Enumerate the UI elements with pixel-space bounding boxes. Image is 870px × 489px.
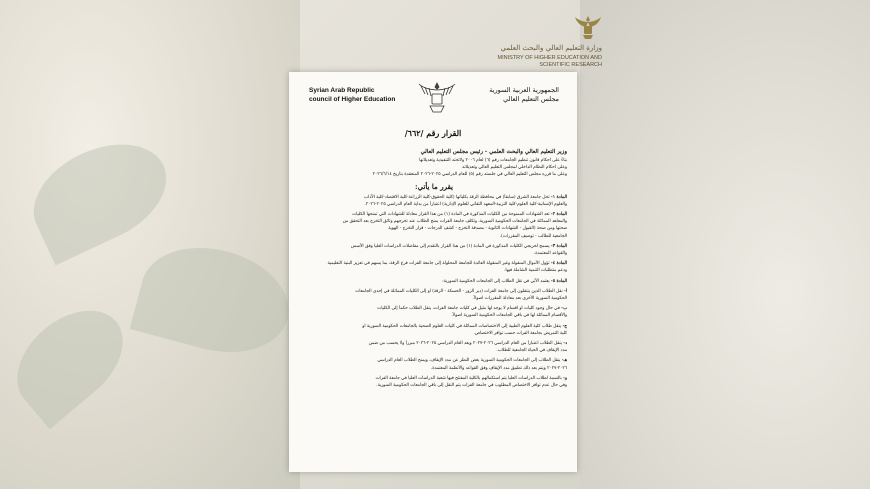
clause-text: ينقل الطلاب إلى الجامعات الحكومية السورية بغض النظر عن مدد الإيقاف، ويمنح الطلاب العام الدراسي [377, 358, 561, 364]
article-label: المادة ٤- [550, 261, 567, 267]
preamble-line: وعلى أحكام النظام الداخلي لمجلس التعليم العالي وتعديلاته [462, 165, 567, 171]
article-text: يسمح لخريجي الكليات المذكورة في المادة (١) من هذا القرار بالتقدم إلى مفاضلات الدراسات العليا وفق الأسس [350, 243, 550, 249]
article-2 [301, 211, 567, 240]
clause-label: ب- [561, 306, 567, 312]
clause-text: كلية التمريض بجامعة الفرات حسب توافر الاختصاص. [473, 330, 567, 336]
clause-text: في حال وجود كليات أو أقسام لا يوجد لها مثيل في كليات جامعة الفرات، ينقل الطلاب حكماً إلى الكليات [377, 306, 560, 312]
clause-e [301, 357, 567, 371]
article-text: والقواعد المعتمدة. [533, 251, 567, 257]
article-text: ودعم متطلبات التنمية الشاملة فيها. [504, 268, 567, 274]
clause-text: بالنسبة لطلاب الدراسات العليا يتم استكمالهم بالكلية المفتتح فيها شعبة الدراسات العليا في جامعة الفرات [375, 375, 562, 381]
article-text: والعلوم الإنسانية-كلية العلوم-كلية التربية-المعهد التقاني للعلوم الإدارية) اعتباراً من بداية العام الدراسي ٢٠٢٥-٢٠٢٦. [364, 201, 567, 207]
ministry-name-arabic: وزارة التعليم العالي والبحث العلمي [500, 44, 602, 52]
article-text: والمعاهد المماثلة في الجامعات الحكومية السورية، وتكلف جامعة الفرات بمنح الطلاب عند تخرجهم وثائق التخرج بعد التحقق من [342, 219, 567, 225]
article-1 [301, 194, 567, 208]
clause-text: مدد الإيقاف في الحياة الجامعية للطلاب. [496, 348, 567, 354]
clause-f [301, 375, 567, 389]
clause-text: الحكومية السورية الأخرى بعد معادلة المقررات أصولاً. [472, 296, 567, 302]
decides-heading: يقرر ما يأتي: [415, 181, 453, 191]
header-english: Syrian Arab Republic council of Higher Education [309, 87, 396, 103]
preamble-line: وعلى ما قرره مجلس التعليم العالي في جلسته رقم (٥) للعام الدراسي ٢٠٢٥-٢٠٢٦ المنعقدة بتاريخ ٢٠٢٦/٦/١٤ [372, 172, 567, 178]
article-label: المادة ٥- [550, 278, 567, 284]
clause-label: و- [563, 375, 567, 381]
clause-text: ٢٠٢٦-٢٠٢٧ ويتم بعد ذلك تطبيق مدد الإيقاف وفق القواعد والأنظمة المعتمدة. [430, 365, 567, 371]
eagle-emblem-icon [574, 14, 602, 40]
article-label: المادة ٢- [550, 212, 567, 218]
document-body [301, 148, 567, 389]
article-4 [301, 260, 567, 274]
article-label: المادة ١- [550, 194, 567, 200]
syrian-eagle-icon [417, 80, 457, 116]
ministry-name-english: MINISTRY OF HIGHER EDUCATION AND SCIENTIFIC RESEARCH [497, 55, 602, 68]
decision-document [289, 72, 577, 472]
clause-c [301, 323, 567, 337]
clause-label: أ- [564, 288, 567, 294]
article-text: يعتمد الآتي في نقل الطلاب إلى الجامعات الحكومية السورية: [442, 278, 550, 284]
clause-text: ينقل طلاب كلية العلوم الطبية إلى الاختصاصات المماثلة في كليات العلوم الصحية بالجامعات الحكومية السورية أو [362, 323, 562, 329]
background-right [580, 0, 870, 489]
clause-a [301, 288, 567, 302]
article-text: تؤول الأموال المنقولة وغير المنقولة العائدة للجامعة المحلولة إلى جامعة الفرات فرع الرقة، بما يسهم في تعزيز البنية التعليمية [327, 261, 550, 267]
article-3 [301, 243, 567, 257]
clause-b [301, 305, 567, 319]
article-label: المادة ٣- [550, 243, 567, 249]
issuer-line: وزير التعليم العالي والبحث العلمي - رئيس مجلس التعليم العالي [420, 149, 567, 155]
clause-text: نقل الطلاب الذين ينتقلون إلى جامعة الفرات (دير الزور - الحسكة - الرقة) أو إلى الكليات المماثلة في إحدى الجامعات [355, 288, 563, 294]
clause-label: د- [563, 341, 567, 347]
preamble-line: بناءً على أحكام قانون تنظيم الجامعات رقم (٦) لعام ٢٠٠٦ ولائحته التنفيذية وتعديلاتها [419, 158, 567, 163]
clause-text: وفي حال عدم توافر الاختصاص المطلوب في جامعة الفرات يتم النقل إلى باقي الجامعات الحكومية السورية. [376, 383, 567, 389]
clause-d [301, 340, 567, 354]
article-text: تحل جامعة الشرق (سابقاً) في محافظة الرقة بكلياتها (كلية الحقوق-كلية الزراعة-كلية الاقتصاد-كلية الآداب [364, 194, 550, 200]
clause-text: والأقسام المماثلة لها في باقي الجامعات الحكومية السورية أصولاً. [451, 313, 567, 319]
article-text: تعد الشهادات الممنوحة من الكليات المذكورة في المادة (١) من هذا القرار معادلة للشهادات التي تمنحها الكليات [352, 212, 550, 218]
article-text: صحتها ومن صحة (القبول - الشهادات الثانوية - مصدقة التخرج - كشف الدرجات - قرار التخرج - الهوية [388, 226, 567, 232]
clause-label: ج- [562, 323, 567, 329]
clause-label: هـ- [561, 358, 567, 364]
article-5 [301, 278, 567, 285]
clause-text: ينقل الطلاب اعتباراً من العام الدراسي ٢٠٢٦-٢٠٢٧ ويعد العام الدراسي ٢٠٢٥-٢٠٢٦ مبرراً ولا يحسب من ضمن [368, 341, 562, 347]
article-text: الجامعية للطالب - توصيف المقررات). [499, 233, 567, 239]
decision-number: القرار رقم /٦٦٢/ [404, 128, 462, 138]
header-arabic: الجمهورية العربية السورية مجلس التعليم العالي [489, 86, 559, 103]
